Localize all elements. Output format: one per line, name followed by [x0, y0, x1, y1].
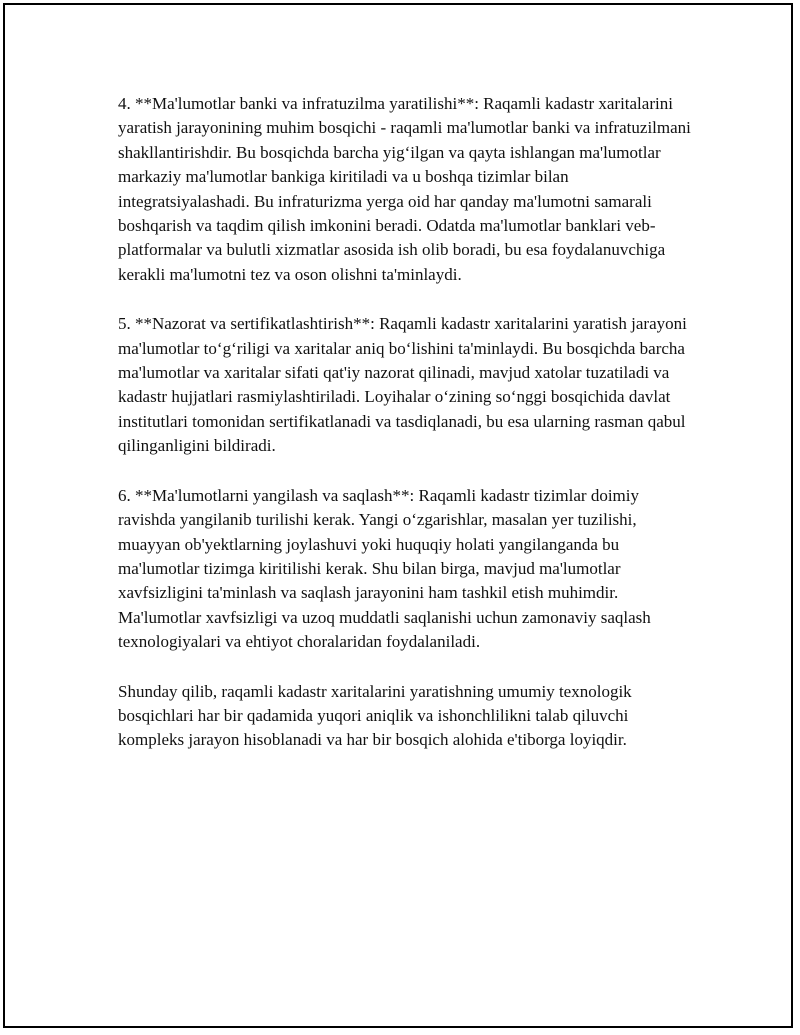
paragraph-conclusion: Shunday qilib, raqamli kadastr xaritalarini yaratishning umumiy texnologik bosqichlari har bir qadamida yuqori aniqlik va ishonchlilikni talab qiluvchi kompleks jarayon hisoblanadi va har bir bosqich alohida e'tiborga loyiqdir.	[118, 681, 632, 750]
document-body	[118, 92, 698, 778]
paragraph-update-storage: 6. **Ma'lumotlarni yangilash va saqlash**: Raqamli kadastr tizimlar doimiy ravishda yangilanib turilishi kerak. Yangi o‘zgarishlar, masalan yer tuzilishi, muayyan ob'yektlarning joylashuvi yoki huquqiy holati yangilanganda bu ma'lumotlar tizimga kiritilishi kerak. Shu bilan birga, mavjud ma'lumotlar xavfsizligini ta'minlash va saqlash jarayonini ham tashkil etish muhimdir. Ma'lumotlar xavfsizligi va uzoq muddatli saqlanishi uchun zamonaviy saqlash texnologiyalari va ehtiyot choralaridan foydalaniladi.	[118, 485, 651, 652]
paragraph-databank-infrastructure: 4. **Ma'lumotlar banki va infratuzilma yaratilishi**: Raqamli kadastr xaritalarini yaratish jarayonining muhim bosqichi - raqamli ma'lumotlar banki va infratuzilmani shakllantirishdir. Bu bosqichda barcha yig‘ilgan va qayta ishlangan ma'lumotlar markaziy ma'lumotlar bankiga kiritiladi va u boshqa tizimlar bilan integratsiyalashadi. Bu infraturizma yerga oid har qanday ma'lumotni samarali boshqarish va taqdim qilish imkonini beradi. Odatda ma'lumotlar banklari veb-platformalar va bulutli xizmatlar asosida ish olib boradi, bu esa foydalanuvchiga kerakli ma'lumotni tez va oson olishni ta'minlaydi.	[118, 94, 691, 284]
paragraph-control-certification: 5. **Nazorat va sertifikatlashtirish**: Raqamli kadastr xaritalarini yaratish jarayoni ma'lumotlar to‘g‘riligi va xaritalar aniq bo‘lishini ta'minlaydi. Bu bosqichda barcha ma'lumotlar va xaritalar sifati qat'iy nazorat qilinadi, mavjud xatolar tuzatiladi va kadastr hujjatlari rasmiylashtiriladi. Loyihalar o‘zining so‘nggi bosqichida davlat institutlari tomonidan sertifikatlanadi va tasdiqlanadi, bu esa ularning rasman qabul qilinganligini bildiradi.	[118, 314, 687, 456]
